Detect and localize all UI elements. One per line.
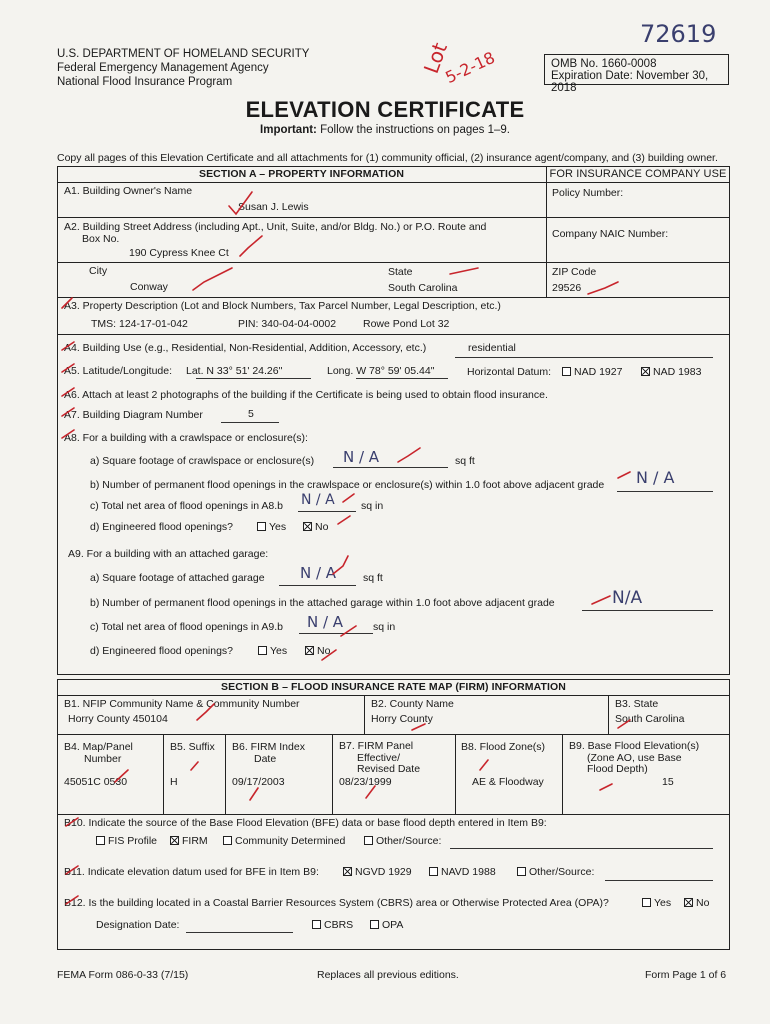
b6-label: B6. FIRM Index: [232, 741, 305, 753]
a5-label: A5. Latitude/Longitude:: [64, 365, 173, 377]
important-label: Important:: [260, 124, 317, 136]
a9c-unit: sq in: [373, 621, 396, 633]
a3-label: A3. Property Description (Lot and Block Numbers, Tax Parcel Number, Legal Description, etc.): [64, 300, 501, 312]
b11-navd-label: NAVD 1988: [441, 866, 496, 878]
a1-label: A1. Building Owner's Name: [64, 185, 193, 197]
check-mark-a9b: [592, 596, 610, 604]
naic-number-label: Company NAIC Number:: [552, 228, 669, 240]
check-mark-b9: [600, 784, 612, 790]
check-mark-b5: [191, 762, 198, 770]
nad1927-label: NAD 1927: [574, 366, 623, 378]
check-mark-city: [193, 268, 232, 290]
b7-label-cont1: Effective/: [357, 751, 400, 764]
b4-label-cont: Number: [84, 753, 122, 765]
b3-label: B3. State: [615, 698, 659, 710]
check-mark-a8c: [343, 494, 354, 502]
agency-subname: Federal Emergency Management Agency: [57, 62, 269, 74]
b10-other-label: Other/Source:: [376, 835, 442, 847]
b10-firm-label: FIRM: [182, 835, 208, 847]
check-mark-a9d: [322, 650, 336, 660]
lot-field[interactable]: Rowe Pond Lot 32: [363, 318, 450, 330]
a8c-field[interactable]: N / A: [301, 492, 335, 508]
section-a-heading: SECTION A – PROPERTY INFORMATION: [198, 168, 405, 180]
nad1983-label: NAD 1983: [653, 366, 702, 378]
b7-label: B7. FIRM Panel: [339, 740, 414, 752]
check-mark-state: [450, 268, 478, 274]
check-mark-b2: [412, 724, 425, 730]
building-use-field[interactable]: residential: [468, 342, 516, 354]
zip-field[interactable]: 29526: [552, 282, 582, 294]
check-mark-b7: [366, 786, 375, 798]
handwritten-reference: 72619: [640, 20, 717, 48]
a8d-no-label: No: [315, 521, 329, 533]
horizontal-datum-label: Horizontal Datum:: [467, 366, 552, 378]
a8c-unit: sq in: [361, 500, 384, 512]
form-title: ELEVATION CERTIFICATE: [245, 97, 525, 122]
a6-label: A6. Attach at least 2 photographs of the building if the Certificate is being used to obtain flood insurance.: [64, 389, 548, 401]
a9b-field[interactable]: N/A: [612, 588, 643, 608]
street-address-field[interactable]: 190 Cypress Knee Ct: [129, 247, 229, 259]
a8b-label: b) Number of permanent flood openings in the crawlspace or enclosure(s) within 1.0 foot above adjacent grade: [90, 479, 605, 491]
check-mark-b3: [618, 720, 630, 728]
program-name: National Flood Insurance Program: [57, 76, 233, 88]
b9-label-cont1: (Zone AO, use Base: [587, 751, 682, 764]
check-mark-a4: [62, 342, 74, 350]
cbrs-label: CBRS: [324, 919, 354, 931]
page-number: Form Page 1 of 6: [645, 969, 727, 981]
b1-label: B1. NFIP Community Name & Community Number: [64, 698, 300, 710]
handwritten-lot: Lot: [418, 39, 452, 77]
b10-fis-label: FIS Profile: [108, 835, 158, 847]
check-mark-a3: [62, 298, 72, 308]
firm-index-date-field[interactable]: 09/17/2003: [232, 776, 285, 788]
check-mark-a8b: [618, 472, 630, 478]
check-mark-a9a: [333, 556, 348, 574]
owner-name-field[interactable]: Susan J. Lewis: [238, 201, 309, 213]
form-number: FEMA Form 086-0-33 (7/15): [57, 969, 189, 981]
policy-number-label: Policy Number:: [552, 187, 624, 199]
tms-field[interactable]: TMS: 124-17-01-042: [91, 318, 188, 330]
a4-label: A4. Building Use (e.g., Residential, Non-Residential, Addition, Accessory, etc.): [64, 342, 427, 354]
a8d-yes-label: Yes: [269, 521, 287, 533]
check-mark-a5: [62, 364, 74, 372]
b5-label: B5. Suffix: [170, 741, 215, 753]
important-text: Follow the instructions on pages 1–9.: [320, 124, 510, 136]
county-field[interactable]: Horry County: [371, 713, 433, 725]
a9c-field[interactable]: N / A: [307, 613, 344, 631]
insurance-use-heading: FOR INSURANCE COMPANY USE: [549, 168, 727, 180]
b11-other-label: Other/Source:: [529, 866, 595, 878]
a7-label: A7. Building Diagram Number: [64, 409, 203, 421]
check-mark-b11: [66, 866, 78, 874]
flood-zone-field[interactable]: AE & Floodway: [472, 776, 544, 788]
b2-label: B2. County Name: [371, 698, 454, 710]
agency-name: U.S. DEPARTMENT OF HOMELAND SECURITY: [57, 48, 310, 60]
zip-label: ZIP Code: [552, 266, 597, 278]
b11-ngvd-label: NGVD 1929: [355, 866, 412, 878]
check-mark-zip: [588, 282, 618, 294]
check-mark-a2: [240, 236, 262, 256]
opa-label: OPA: [382, 919, 404, 931]
check-mark-a1: [229, 192, 252, 214]
a8d-label: d) Engineered flood openings?: [90, 521, 234, 533]
a2-label-cont: Box No.: [82, 233, 120, 245]
firm-panel-date-field[interactable]: 08/23/1999: [339, 776, 392, 788]
designation-date-label: Designation Date:: [96, 919, 180, 931]
section-b-heading: SECTION B – FLOOD INSURANCE RATE MAP (FIRM) INFORMATION: [221, 681, 566, 693]
a9d-no-label: No: [317, 645, 331, 657]
b7-label-cont2: Revised Date: [357, 763, 421, 775]
a8a-field[interactable]: N / A: [343, 448, 380, 466]
check-mark-b12: [66, 896, 78, 904]
suffix-field[interactable]: H: [170, 776, 178, 788]
state-field[interactable]: South Carolina: [388, 282, 458, 294]
b12-label: B12. Is the building located in a Coastal Barrier Resources System (CBRS) area or Otherwise Protected Area (OPA)?: [64, 897, 609, 909]
a9d-label: d) Engineered flood openings?: [90, 645, 234, 657]
check-mark-a9c: [341, 626, 356, 636]
check-mark-b4: [115, 770, 128, 782]
a8-label: A8. For a building with a crawlspace or enclosure(s):: [64, 432, 308, 444]
pin-field[interactable]: PIN: 340-04-04-0002: [238, 318, 337, 330]
b10-label: B10. Indicate the source of the Base Flood Elevation (BFE) data or base flood depth entered in Item B9:: [64, 817, 547, 829]
a8b-field[interactable]: N / A: [636, 468, 675, 487]
b9-label: B9. Base Flood Elevation(s): [569, 740, 700, 752]
b10-community-label: Community Determined: [235, 835, 346, 847]
building-diagram-field[interactable]: 5: [248, 408, 254, 420]
longitude-field[interactable]: Long. W 78° 59' 05.44": [327, 365, 435, 377]
state-b-field[interactable]: South Carolina: [615, 713, 685, 725]
b9-label-cont2: Flood Depth): [587, 763, 648, 775]
b12-no-label: No: [696, 897, 710, 909]
city-label: City: [89, 265, 108, 277]
replaces-note: Replaces all previous editions.: [317, 969, 459, 981]
base-flood-elevation-field[interactable]: 15: [662, 776, 674, 788]
check-mark-b1: [197, 704, 214, 720]
copy-instruction: Copy all pages of this Elevation Certificate and all attachments for (1) community official, (2) insurance agent/company, and (3) building owner.: [57, 152, 718, 164]
city-field[interactable]: Conway: [130, 281, 168, 293]
state-label: State: [388, 266, 413, 278]
community-field[interactable]: Horry County 450104: [68, 713, 168, 725]
a9a-unit: sq ft: [363, 572, 383, 584]
a9a-label: a) Square footage of attached garage: [90, 572, 265, 584]
a8a-label: a) Square footage of crawlspace or enclosure(s): [90, 455, 315, 467]
b4-label: B4. Map/Panel: [64, 741, 133, 753]
check-mark-a8d: [338, 516, 350, 524]
check-mark-a6: [62, 388, 74, 396]
a9a-field[interactable]: N / A: [300, 564, 337, 582]
handwritten-date: 5-2-18: [442, 47, 498, 88]
b12-yes-label: Yes: [654, 897, 672, 909]
check-mark-b8: [480, 760, 488, 770]
b6-label-cont: Date: [254, 753, 277, 765]
check-mark-b6: [250, 788, 258, 800]
a9-label: A9. For a building with an attached garage:: [68, 548, 269, 560]
expiration-date: Expiration Date: November 30, 2018: [551, 70, 709, 94]
a9b-label: b) Number of permanent flood openings in the attached garage within 1.0 foot above adjacent grade: [90, 597, 555, 609]
a9d-yes-label: Yes: [270, 645, 288, 657]
a8a-unit: sq ft: [455, 455, 475, 467]
omb-number: OMB No. 1660-0008: [551, 58, 657, 70]
a8c-label: c) Total net area of flood openings in A8.b: [90, 500, 284, 512]
check-mark-b10: [66, 818, 78, 826]
check-mark-a7: [62, 408, 74, 416]
b11-label: B11. Indicate elevation datum used for BFE in Item B9:: [64, 866, 319, 878]
a9c-label: c) Total net area of flood openings in A9.b: [90, 621, 284, 633]
a2-label: A2. Building Street Address (including Apt., Unit, Suite, and/or Bldg. No.) or P.O. Route and: [64, 221, 487, 233]
check-mark-a8a: [398, 448, 420, 462]
latitude-field[interactable]: Lat. N 33° 51' 24.26": [186, 365, 283, 377]
b8-label: B8. Flood Zone(s): [461, 741, 546, 753]
map-panel-field[interactable]: 45051C 0530: [64, 776, 128, 788]
check-mark-a8: [62, 430, 74, 438]
